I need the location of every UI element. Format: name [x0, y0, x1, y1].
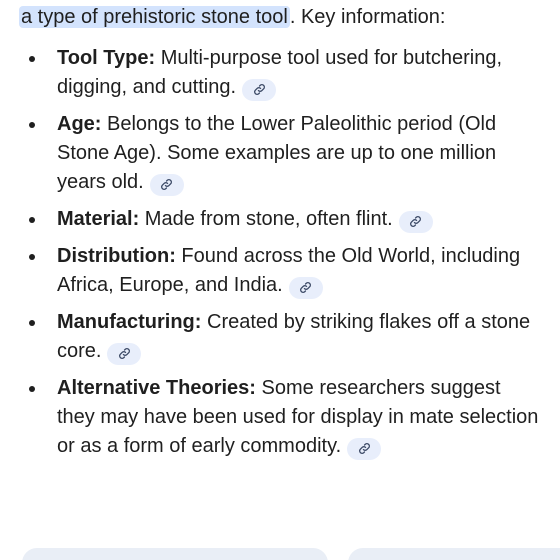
list-item-tool-type	[21, 44, 541, 102]
term-description: Found across the Old World, including Africa, Europe, and India.	[57, 245, 521, 296]
answer-content	[21, 0, 541, 469]
source-link-button[interactable]	[150, 174, 184, 196]
key-information-list	[21, 44, 541, 461]
list-item-material	[21, 205, 541, 234]
term-label: Distribution:	[57, 245, 176, 267]
term-description: Created by striking flakes off a stone core.	[57, 311, 531, 362]
term-label: Manufacturing:	[57, 311, 202, 333]
list-item-distribution	[21, 242, 541, 300]
bullet	[29, 320, 35, 326]
term-label: Age:	[57, 113, 102, 135]
intro-paragraph	[21, 0, 541, 32]
bullet	[29, 56, 35, 62]
term-label: Material:	[57, 208, 140, 230]
term-description: Multi-purpose tool used for butchering, digging, and cutting.	[57, 47, 502, 98]
link-icon	[299, 281, 312, 294]
source-link-button[interactable]	[399, 211, 433, 233]
bullet	[29, 386, 35, 392]
source-link-button[interactable]	[242, 79, 276, 101]
intro-rest-text: . Key information:	[289, 6, 446, 28]
link-icon	[358, 442, 371, 455]
follow-up-chips-row	[0, 548, 560, 560]
list-item-age	[21, 110, 541, 197]
link-icon	[118, 347, 131, 360]
bullet	[29, 254, 35, 260]
link-icon	[253, 83, 266, 96]
term-label: Alternative Theories:	[57, 377, 256, 399]
term-description: Some researchers suggest they may have been used for display in mate selection or as a form of early commodity.	[57, 377, 539, 457]
source-link-button[interactable]	[107, 343, 141, 365]
term-description: Belongs to the Lower Paleolithic period (Old Stone Age). Some examples are up to one million years old.	[57, 113, 497, 193]
highlighted-phrase[interactable]: a type of prehistoric stone tool	[21, 6, 288, 28]
list-item-manufacturing	[21, 308, 541, 366]
follow-up-chip[interactable]	[22, 548, 328, 560]
follow-up-chip[interactable]	[348, 548, 560, 560]
bullet	[29, 217, 35, 223]
source-link-button[interactable]	[347, 438, 381, 460]
term-label: Tool Type:	[57, 47, 156, 69]
bullet	[29, 122, 35, 128]
term-description: Made from stone, often flint.	[139, 208, 393, 230]
list-item-alternative-theories	[21, 374, 541, 461]
source-link-button[interactable]	[289, 277, 323, 299]
link-icon	[160, 178, 173, 191]
link-icon	[409, 215, 422, 228]
